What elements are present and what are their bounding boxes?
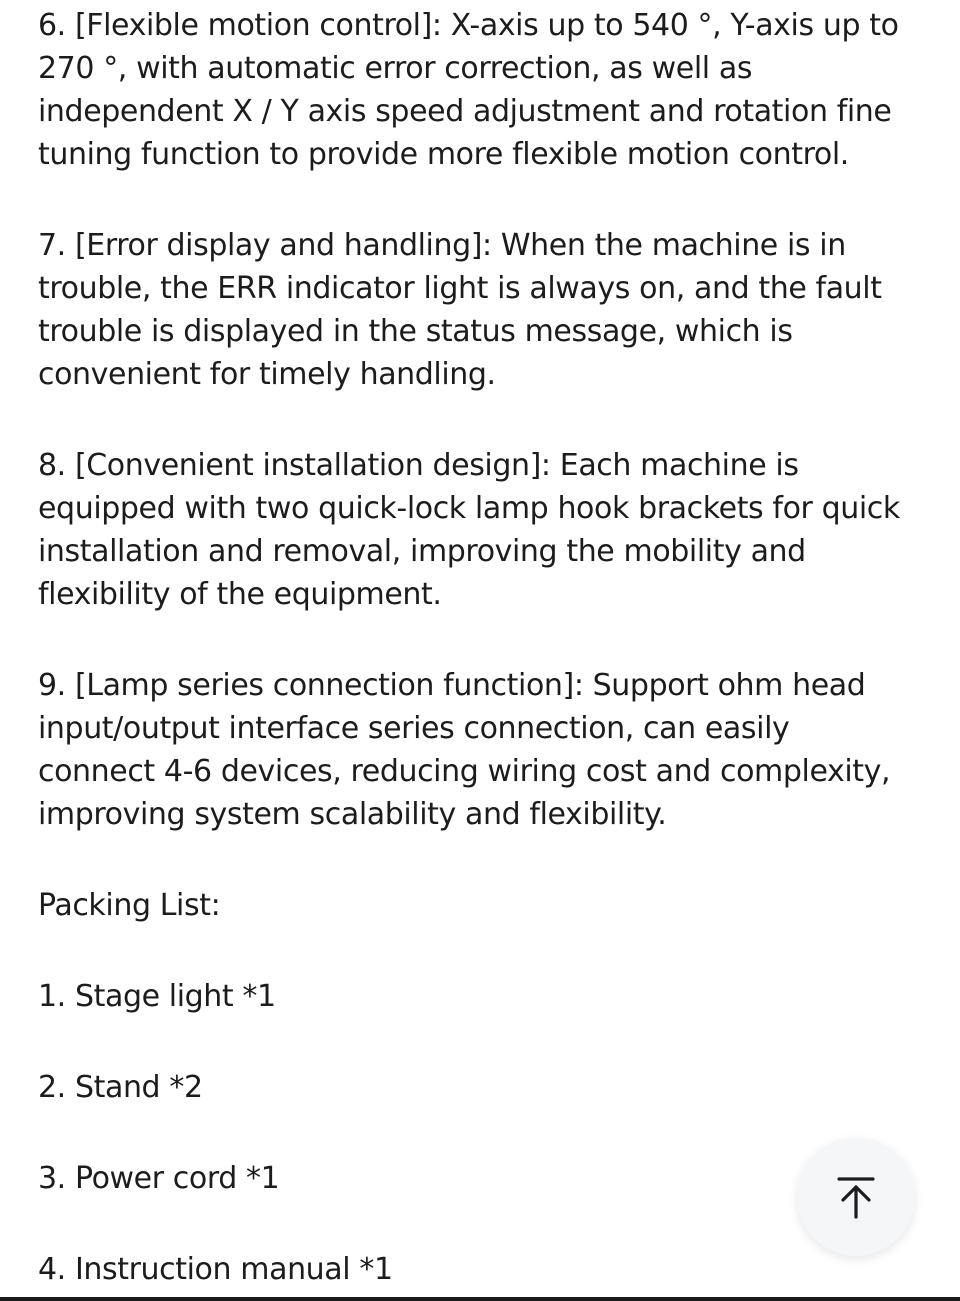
back-to-top-button[interactable] [797, 1138, 915, 1256]
bottom-divider [0, 1297, 960, 1301]
feature-error-display-handling: 7. [Error display and handling]: When the machine is in trouble, the ERR indicator light is always on, and the fault trouble is displayed in the status message, which is convenient for timely handling. [38, 228, 882, 392]
product-description [38, 4, 938, 1291]
feature-convenient-installation: 8. [Convenient installation design]: Each machine is equipped with two quick-lock lamp hook brackets for quick installation and removal, improving the mobility and flexibility of the equipment. [38, 448, 900, 612]
packing-item-stage-light: 1. Stage light *1 [38, 979, 276, 1014]
packing-list [38, 975, 938, 1291]
arrow-up-to-bar-icon [829, 1170, 883, 1224]
packing-item-instruction-manual: 4. Instruction manual *1 [38, 1252, 393, 1287]
packing-item-power-cord: 3. Power cord *1 [38, 1161, 280, 1196]
packing-item-stand: 2. Stand *2 [38, 1070, 203, 1105]
feature-flexible-motion-control: 6. [Flexible motion control]: X-axis up to 540 °, Y-axis up to 270 °, with automatic error correction, as well as independent X / Y axis speed adjustment and rotation fine tuning function to provide more flexible motion control. [38, 8, 899, 172]
feature-lamp-series-connection: 9. [Lamp series connection function]: Support ohm head input/output interface series connection, can easily connect 4-6 devices, reducing wiring cost and complexity, improving system scalability and flexibility. [38, 668, 891, 832]
packing-list-title: Packing List: [38, 888, 221, 923]
